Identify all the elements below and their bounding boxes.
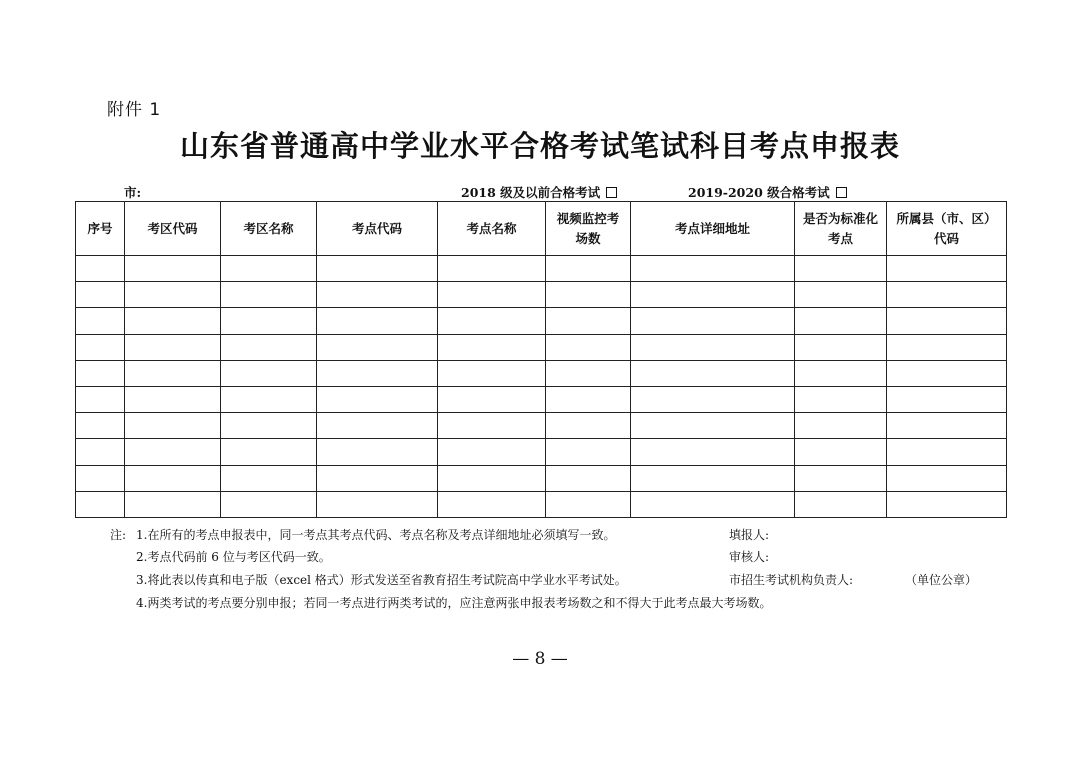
city-label: 市: <box>124 185 142 200</box>
table-body <box>76 256 1007 518</box>
table-cell[interactable] <box>317 282 438 308</box>
table-cell[interactable] <box>795 439 887 465</box>
note-item-4: 4.两类考试的考点要分别申报；若同一考点进行两类考试的，应注意两张申报表考场数之和不得大于此考点最大考场数。 <box>136 596 772 610</box>
table-cell[interactable] <box>76 334 125 360</box>
table-row <box>76 282 1007 308</box>
table-cell[interactable] <box>795 386 887 412</box>
table-cell[interactable] <box>631 334 795 360</box>
note-item-3: 3.将此表以传真和电子版（excel 格式）形式发送至省教育招生考试院高中学业水平考试处。 <box>136 573 627 587</box>
table-cell[interactable] <box>887 386 1007 412</box>
table-cell[interactable] <box>438 256 546 282</box>
table-cell[interactable] <box>438 386 546 412</box>
table-cell[interactable] <box>631 282 795 308</box>
table-header-row <box>76 202 1007 256</box>
table-cell[interactable] <box>76 282 125 308</box>
table-cell[interactable] <box>795 491 887 517</box>
table-cell[interactable] <box>221 413 317 439</box>
table-cell[interactable] <box>317 491 438 517</box>
table-cell[interactable] <box>317 413 438 439</box>
table-cell[interactable] <box>795 308 887 334</box>
header-site-address: 考点详细地址 <box>631 202 795 256</box>
table-cell[interactable] <box>795 256 887 282</box>
table-cell[interactable] <box>546 282 631 308</box>
table-cell[interactable] <box>125 413 221 439</box>
table-row <box>76 413 1007 439</box>
notes-prefix: 注: <box>110 528 127 542</box>
table-cell[interactable] <box>76 360 125 386</box>
table-cell[interactable] <box>546 465 631 491</box>
table-cell[interactable] <box>887 334 1007 360</box>
table-cell[interactable] <box>221 334 317 360</box>
table-cell[interactable] <box>438 282 546 308</box>
checkbox-2018[interactable] <box>606 187 617 198</box>
table-cell[interactable] <box>76 465 125 491</box>
table-row <box>76 256 1007 282</box>
table-row <box>76 360 1007 386</box>
reviewer-signature-label: 审核人: <box>729 550 770 564</box>
table-row <box>76 465 1007 491</box>
table-row <box>76 491 1007 517</box>
table-cell[interactable] <box>125 465 221 491</box>
table-cell[interactable] <box>546 439 631 465</box>
header-county-code: 所属县（市、区）代码 <box>887 202 1007 256</box>
table-cell[interactable] <box>125 282 221 308</box>
table-row <box>76 386 1007 412</box>
table-cell[interactable] <box>438 334 546 360</box>
table-cell[interactable] <box>125 491 221 517</box>
table-cell[interactable] <box>887 360 1007 386</box>
unit-seal-label: （单位公章） <box>905 573 978 587</box>
table-cell[interactable] <box>125 360 221 386</box>
note-item-2: 2.考点代码前 6 位与考区代码一致。 <box>136 550 331 564</box>
table-cell[interactable] <box>546 491 631 517</box>
table-cell[interactable] <box>631 386 795 412</box>
table-cell[interactable] <box>795 282 887 308</box>
attachment-label: 附件 1 <box>107 100 162 120</box>
table-cell[interactable] <box>631 491 795 517</box>
table-cell[interactable] <box>76 308 125 334</box>
header-video-rooms: 视频监控考场数 <box>546 202 631 256</box>
filler-signature-label: 填报人: <box>729 528 770 542</box>
table-cell[interactable] <box>438 465 546 491</box>
table-cell[interactable] <box>221 256 317 282</box>
header-standardized: 是否为标准化考点 <box>795 202 887 256</box>
table-row <box>76 439 1007 465</box>
table-cell[interactable] <box>125 308 221 334</box>
table-cell[interactable] <box>887 256 1007 282</box>
table-cell[interactable] <box>76 413 125 439</box>
table-cell[interactable] <box>438 308 546 334</box>
table-cell[interactable] <box>631 413 795 439</box>
responsible-signature-label: 市招生考试机构负责人: <box>729 573 854 587</box>
table-cell[interactable] <box>887 465 1007 491</box>
table-cell[interactable] <box>438 491 546 517</box>
table-cell[interactable] <box>795 413 887 439</box>
table-cell[interactable] <box>221 308 317 334</box>
table-cell[interactable] <box>125 386 221 412</box>
table-cell[interactable] <box>887 282 1007 308</box>
table-cell[interactable] <box>631 308 795 334</box>
table-cell[interactable] <box>438 439 546 465</box>
table-row <box>76 308 1007 334</box>
table-cell[interactable] <box>76 491 125 517</box>
table-cell[interactable] <box>887 308 1007 334</box>
table-cell[interactable] <box>317 439 438 465</box>
table-cell[interactable] <box>795 465 887 491</box>
table-cell[interactable] <box>76 439 125 465</box>
table-cell[interactable] <box>125 334 221 360</box>
table-cell[interactable] <box>887 413 1007 439</box>
table-cell[interactable] <box>76 256 125 282</box>
table-cell[interactable] <box>546 334 631 360</box>
table-cell[interactable] <box>221 439 317 465</box>
table-cell[interactable] <box>546 256 631 282</box>
table-cell[interactable] <box>317 386 438 412</box>
table-cell[interactable] <box>221 465 317 491</box>
table-cell[interactable] <box>317 360 438 386</box>
header-district-code: 考区代码 <box>125 202 221 256</box>
table-cell[interactable] <box>221 491 317 517</box>
header-serial: 序号 <box>76 202 125 256</box>
exam-option-2018 <box>461 183 617 201</box>
table-cell[interactable] <box>221 360 317 386</box>
header-district-name: 考区名称 <box>221 202 317 256</box>
table-cell[interactable] <box>546 360 631 386</box>
table-cell[interactable] <box>221 386 317 412</box>
table-cell[interactable] <box>546 308 631 334</box>
note-item-1: 1.在所有的考点申报表中，同一考点其考点代码、考点名称及考点详细地址必须填写一致。 <box>136 528 616 542</box>
table-row <box>76 334 1007 360</box>
table-cell[interactable] <box>795 360 887 386</box>
exam-option-2018-label: 2018 级及以前合格考试 <box>461 185 601 200</box>
table-cell[interactable] <box>546 413 631 439</box>
table-cell[interactable] <box>317 465 438 491</box>
table-cell[interactable] <box>317 308 438 334</box>
table-cell[interactable] <box>546 386 631 412</box>
page-number: — 8 — <box>512 649 568 669</box>
exam-option-2019-2020-label: 2019-2020 级合格考试 <box>688 185 830 200</box>
table-cell[interactable] <box>795 334 887 360</box>
table-cell[interactable] <box>631 439 795 465</box>
table-cell[interactable] <box>438 413 546 439</box>
table-cell[interactable] <box>125 439 221 465</box>
table-cell[interactable] <box>317 256 438 282</box>
table-cell[interactable] <box>887 491 1007 517</box>
table-cell[interactable] <box>887 439 1007 465</box>
checkbox-2019-2020[interactable] <box>836 187 847 198</box>
table-cell[interactable] <box>631 256 795 282</box>
table-cell[interactable] <box>221 282 317 308</box>
table-cell[interactable] <box>438 360 546 386</box>
exam-option-2019-2020 <box>688 183 847 201</box>
header-site-name: 考点名称 <box>438 202 546 256</box>
table-cell[interactable] <box>317 334 438 360</box>
document-title: 山东省普通高中学业水平合格考试笔试科目考点申报表 <box>179 129 900 163</box>
table-cell[interactable] <box>125 256 221 282</box>
report-table <box>75 201 1007 518</box>
table-cell[interactable] <box>76 386 125 412</box>
table-cell[interactable] <box>631 360 795 386</box>
header-site-code: 考点代码 <box>317 202 438 256</box>
table-cell[interactable] <box>631 465 795 491</box>
